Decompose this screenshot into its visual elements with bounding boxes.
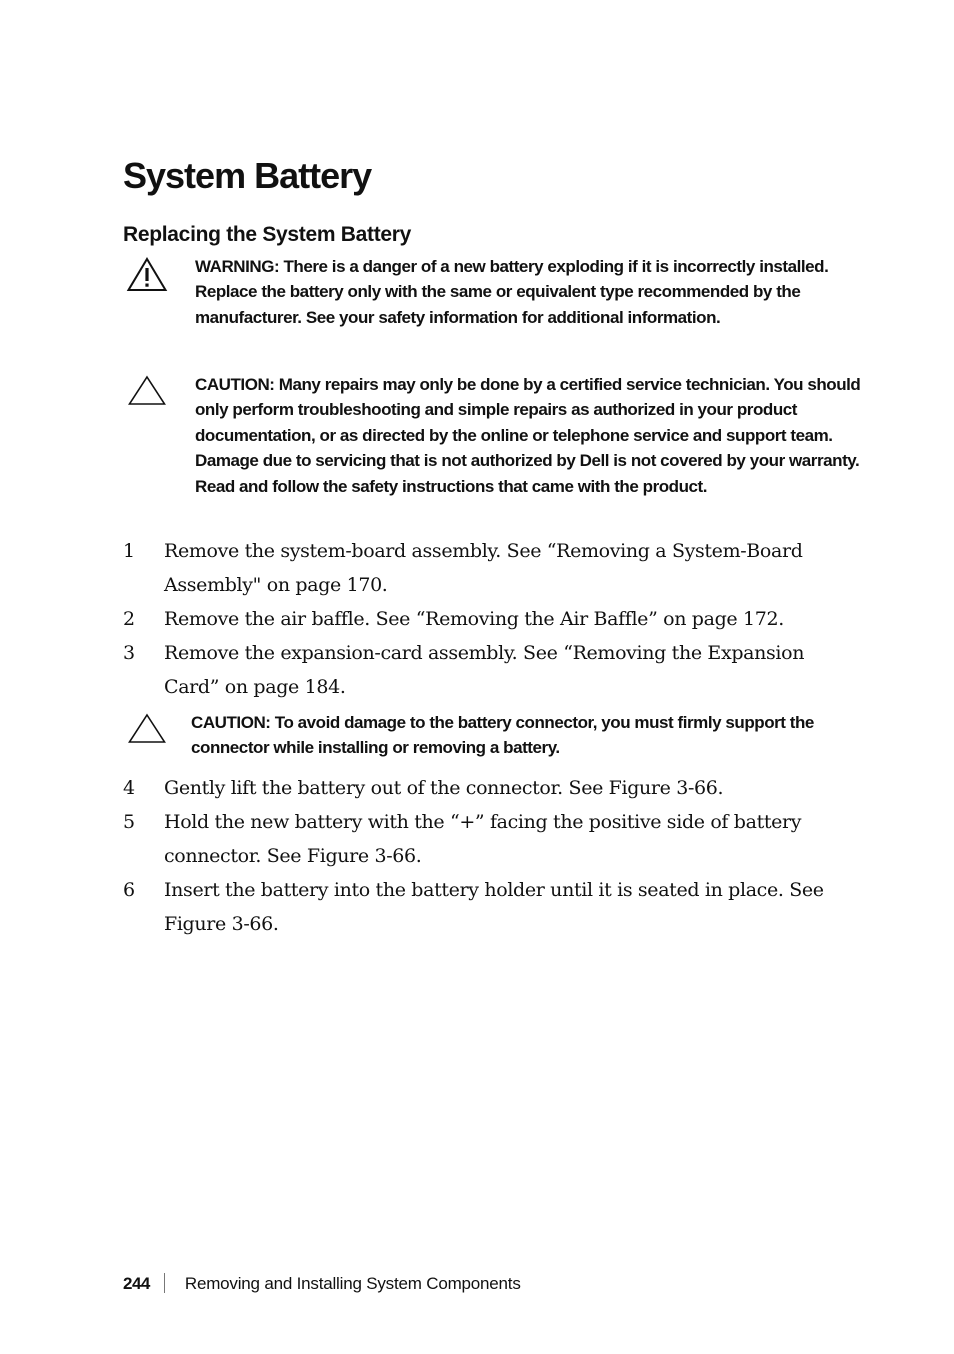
step-text: Remove the system-board assembly. See “Removing a System-Board Assembly" on page 170.	[164, 540, 803, 596]
page-title: System Battery	[123, 155, 372, 196]
section-title: Replacing the System Battery	[123, 223, 412, 246]
caution-triangle-icon	[126, 712, 168, 748]
caution-text: CAUTION: Many repairs may only be done by a certified service technician. You should only perform troubleshooting and simple repairs as authorized in your product documentation, or as directed by the online or telephone service and support team. Damage due to servicing that is not authorized by Dell is not covered by your warranty. Read and follow the safety instructions that came with the product.	[195, 375, 861, 496]
step-text: Gently lift the battery out of the connector. See Figure 3-66.	[164, 777, 724, 799]
footer-divider	[164, 1273, 165, 1293]
step-text: Hold the new battery with the “+” facing the positive side of battery connector. See Figure 3-66.	[164, 811, 802, 867]
step-number: 6	[123, 879, 135, 901]
step-text: Insert the battery into the battery holder until it is seated in place. See Figure 3-66.	[164, 879, 824, 935]
chapter-title: Removing and Installing System Components	[184, 1274, 521, 1293]
step-number: 1	[123, 540, 135, 562]
caution-text: CAUTION: To avoid damage to the battery connector, you must firmly support the connector while installing or removing a battery.	[191, 713, 814, 758]
step-text: Remove the expansion-card assembly. See “Removing the Expansion Card” on page 184.	[164, 642, 805, 698]
step-number: 5	[123, 811, 135, 833]
step-text: Remove the air baffle. See “Removing the Air Baffle” on page 172.	[164, 608, 784, 630]
step-number: 3	[123, 642, 135, 664]
step-number: 2	[123, 608, 135, 630]
page-number: 244	[123, 1274, 150, 1293]
warning-triangle-icon	[126, 256, 168, 292]
step-number: 4	[123, 777, 135, 799]
page-footer	[123, 1272, 521, 1296]
warning-text: WARNING: There is a danger of a new battery exploding if it is incorrectly installed. Replace the battery only with the same or equivalent type recommended by the manufacturer. See your safety information for additional information.	[195, 257, 829, 327]
caution-triangle-icon	[126, 374, 168, 410]
